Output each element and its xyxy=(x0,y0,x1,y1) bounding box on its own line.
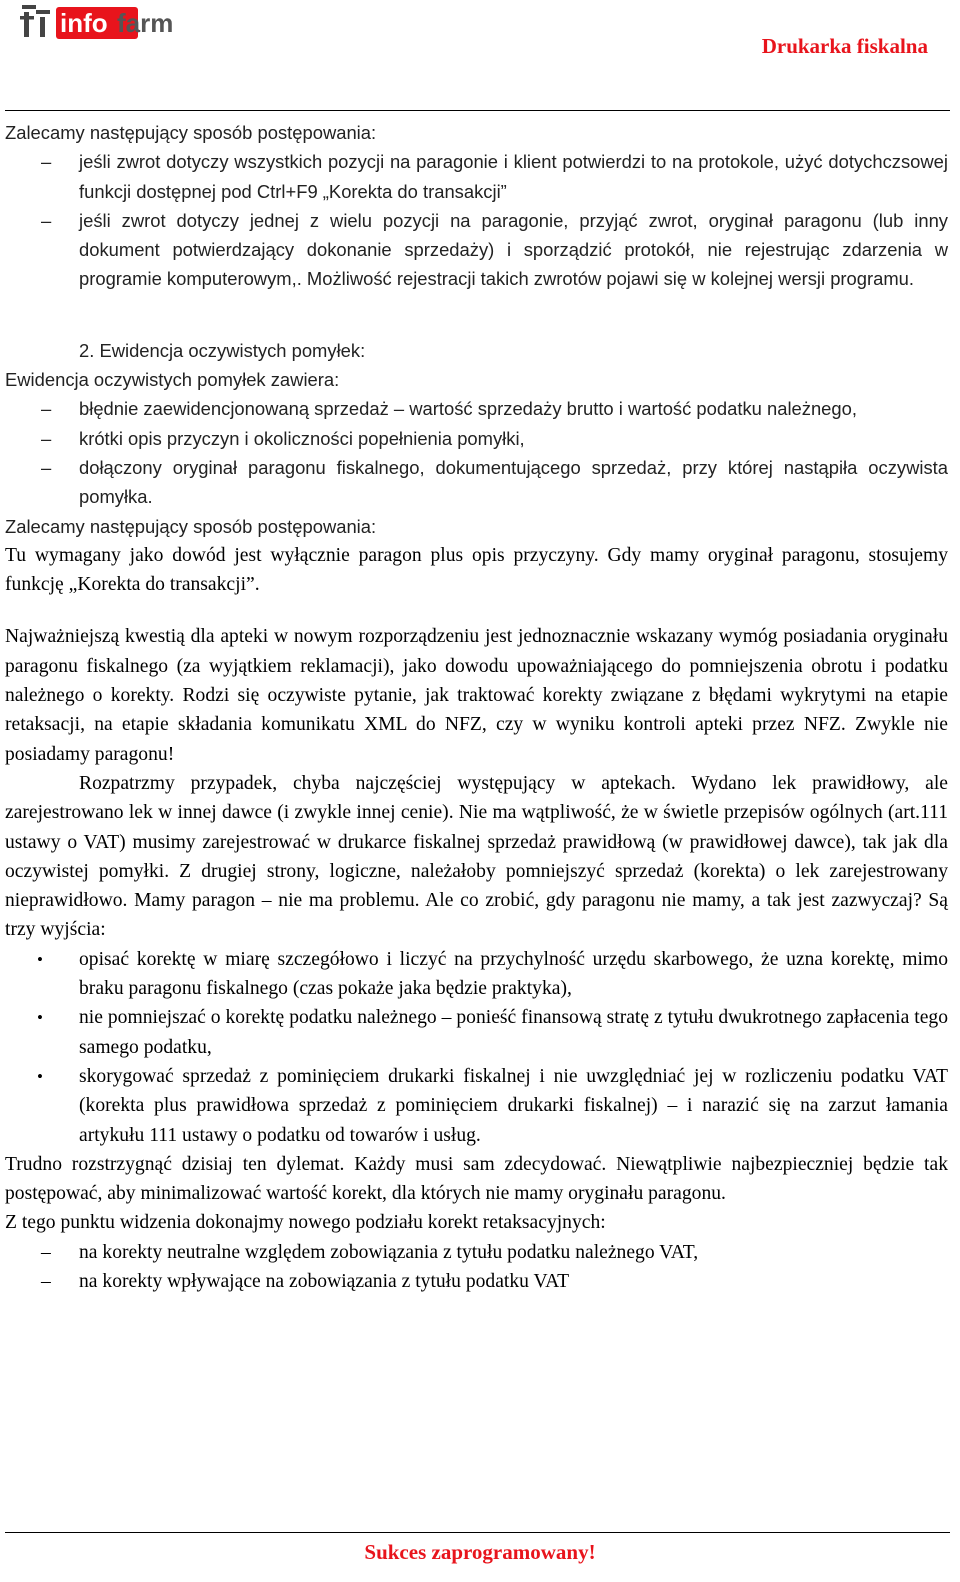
list-item: – krótki opis przyczyn i okoliczności popełnienia pomyłki, xyxy=(5,424,948,453)
list-item: – jeśli zwrot dotyczy wszystkich pozycji na paragonie i klient potwierdzi to na protokole, użyć dotychczsowej funkcji dostępnej pod Ctrl+F9 „Korekta do transakcji” xyxy=(5,147,948,206)
paragraph: Najważniejszą kwestią dla apteki w nowym rozporządzeniu jest jednoznacznie wskazany wymóg posiadania oryginału paragonu fiskalnego (za wyjątkiem reklamacji), jako dowodu upoważniającego do pomniejszenia obrotu i podatku należnego o korekty. Rodzi się oczywiste pytanie, jak traktować korekty związane z błędami wykrytymi na etapie retaksacji, na etapie składania komunikatu XML do NFZ, czy w wyniku kontroli apteki przez NFZ. Zwykle nie posiadamy paragonu! xyxy=(5,626,948,765)
options-list xyxy=(5,945,948,1150)
list-item: – jeśli zwrot dotyczy jednej z wielu pozycji na paragonie, przyjąć zwrot, oryginał paragonu (lub inny dokument potwierdzający dokonanie sprzedaży) i sporządzić protokół, nie rejestrując zdarzenia w programie komputerowym,. Możliwość rejestracji takich zwrotów pojawi się w kolejnej wersji programu. xyxy=(5,206,948,294)
footer-divider xyxy=(5,1532,950,1533)
header-divider xyxy=(5,110,950,111)
list-item: – dołączony oryginał paragonu fiskalnego, dokumentującego sprzedaż, przy której nastąpiła oczywista pomyłka. xyxy=(5,453,948,512)
infofarm-logo xyxy=(20,3,210,39)
recommendation-text: Tu wymagany jako dowód jest wyłącznie paragon plus opis przyczyny. Gdy mamy oryginał paragonu, stosujemy funkcję „Korekta do transakcji”. xyxy=(5,544,948,596)
svg-text:farm: farm xyxy=(117,8,174,38)
dash-marker: – xyxy=(41,398,52,420)
corrections-list xyxy=(5,1238,948,1297)
page-header xyxy=(0,0,960,120)
list-item: • nie pomniejszać o korektę podatku należnego – ponieść finansową stratę z tytułu dwukrotnego zapłacenia tego samego podatku, xyxy=(5,1003,948,1062)
part1-intro: Zalecamy następujący sposób postępowania: xyxy=(5,122,377,143)
section-intro: Ewidencja oczywistych pomyłek zawiera: xyxy=(5,369,340,391)
dash-marker: – xyxy=(41,151,52,173)
dash-marker: – xyxy=(41,427,52,449)
svg-text:info: info xyxy=(60,8,108,38)
list-item: – błędnie zaewidencjonowaną sprzedaż – wartość sprzedaży brutto i wartość podatku należnego, xyxy=(5,394,948,423)
list-item: • opisać korektę w miarę szczegółowo i liczyć na przychylność urzędu skarbowego, że uzna korektę, mimo braku paragonu fiskalnego (czas pokaże jaka będzie praktyka), xyxy=(5,945,948,1004)
dash-marker: – xyxy=(41,1241,51,1263)
list-item: – na korekty neutralne względem zobowiązania z tytułu podatku należnego VAT, xyxy=(5,1238,948,1267)
dash-marker: – xyxy=(41,456,52,478)
bullet-marker: • xyxy=(37,1008,43,1028)
document-body xyxy=(5,118,948,1296)
section2-list xyxy=(5,394,948,511)
paragraph: Z tego punktu widzenia dokonajmy nowego podziału korekt retaksacyjnych: xyxy=(5,1212,606,1234)
bullet-marker: • xyxy=(37,949,43,969)
part1-list xyxy=(5,147,948,293)
paragraph: Rozpatrzmy przypadek, chyba najczęściej występujący w aptekach. Wydano lek prawidłowy, ale zarejestrowano lek w innej dawce (i zwykle innej cenie). Nie ma wątpliwość, że w świetle przepisów ogólnych (art.111 ustawy o VAT) musimy zarejestrować w drukarce fiskalnej sprzedaż prawidłową (w prawidłowej dawce), tak jak dla oczywistej pomyłki. Z drugiej strony, logiczne, należałoby pomniejszyć sprzedaż (korekta) o lek zarejestrowany nieprawidłowo. Mamy paragon – nie ma problemu. Ale co zrobić, gdy paragonu nie mamy, a tak jest zazwyczaj? Są trzy wyjścia: xyxy=(5,772,948,941)
list-item: – na korekty wpływające na zobowiązania z tytułu podatku VAT xyxy=(5,1267,948,1296)
section-heading: 2. Ewidencja oczywistych pomyłek: xyxy=(79,339,366,361)
list-item: • skorygować sprzedaż z pominięciem drukarki fiskalnej i nie uwzględniać jej w rozliczeniu podatku VAT (korekta plus prawidłowa sprzedaż z pominięciem drukarki fiskalnej) – i narazić się na zarzut łamania artykułu 111 ustawy o podatku od towarów i usług. xyxy=(5,1062,948,1150)
document-title: Drukarka fiskalna xyxy=(761,34,928,58)
logo-mark xyxy=(20,3,210,39)
bullet-marker: • xyxy=(37,1066,43,1086)
dash-marker: – xyxy=(41,209,52,231)
dash-marker: – xyxy=(41,1270,51,1292)
recommendation-heading: Zalecamy następujący sposób postępowania: xyxy=(5,515,377,537)
footer-slogan: Sukces zaprogramowany! xyxy=(364,1540,596,1564)
paragraph: Trudno rozstrzygnąć dzisiaj ten dylemat. Każdy musi sam zdecydować. Niewątpliwie najbezpieczniej będzie tak postępować, aby minimalizować wartość korekt, dla których nie mamy oryginału paragonu. xyxy=(5,1153,948,1205)
